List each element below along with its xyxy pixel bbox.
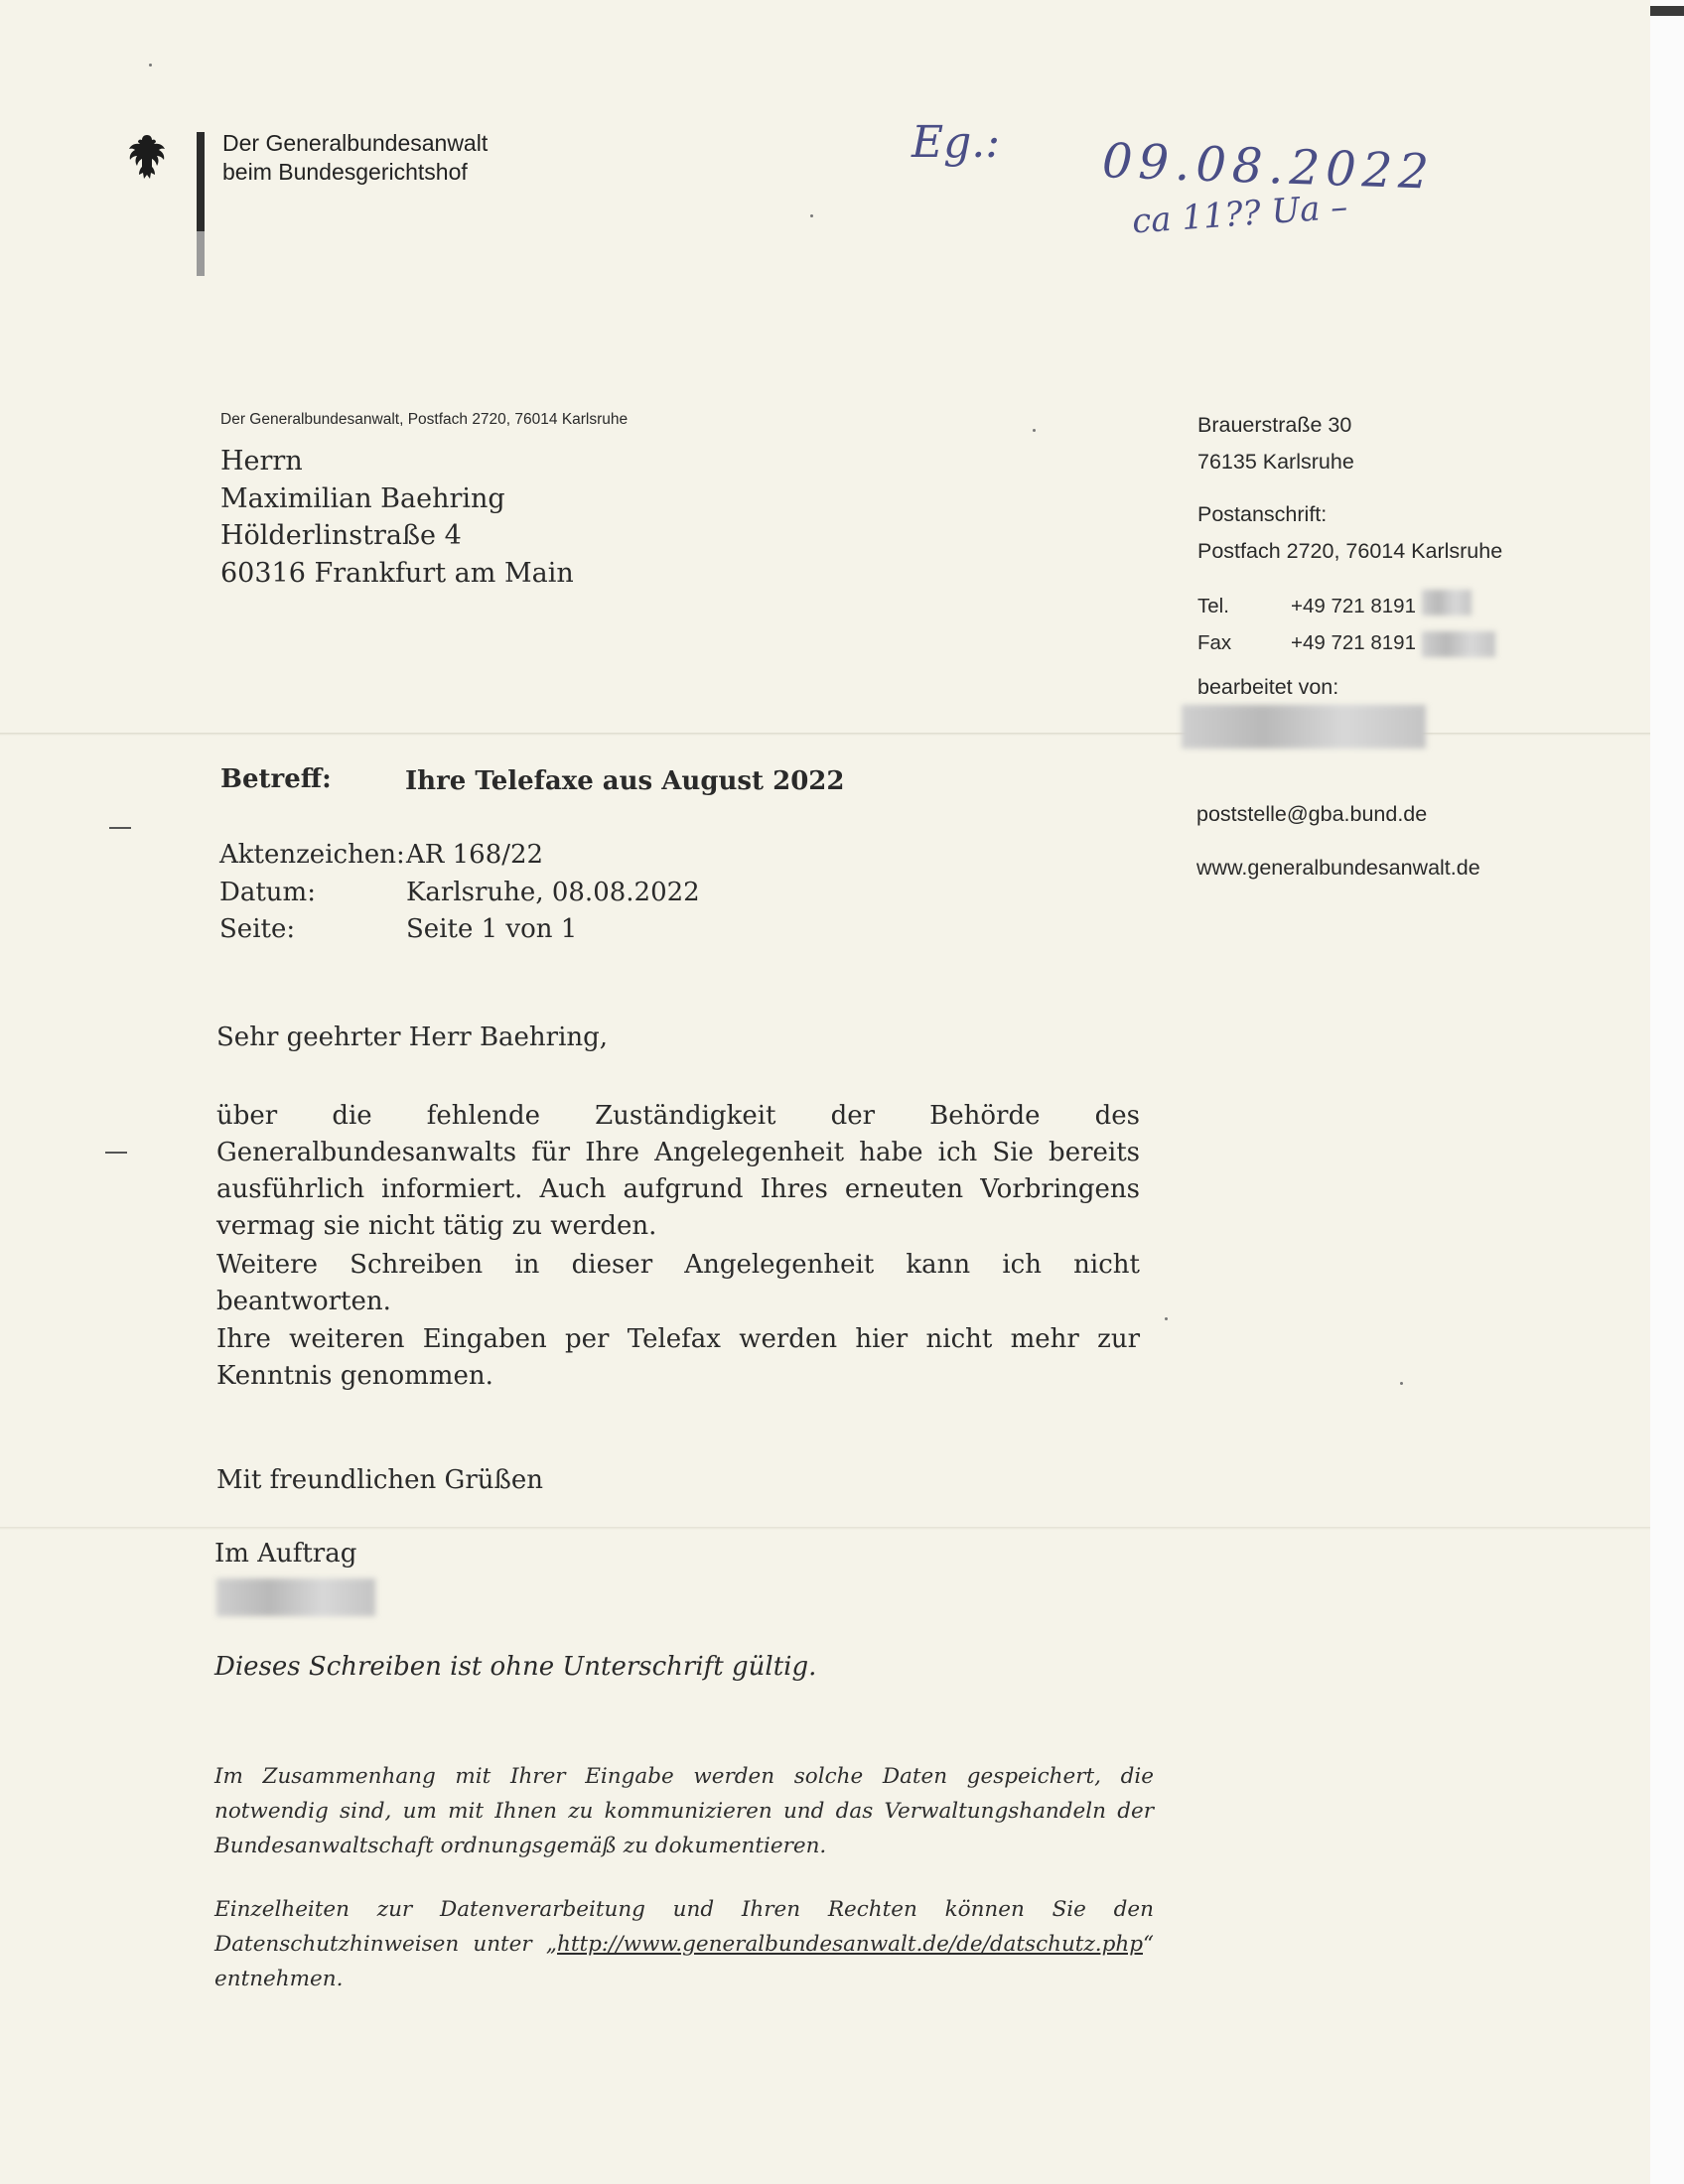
handwritten-initials: ca 11?? Ua –: [1130, 187, 1349, 242]
greeting: Sehr geehrter Herr Baehring,: [216, 1023, 609, 1052]
date-value: Karlsruhe, 08.08.2022: [406, 877, 700, 907]
email-address: poststelle@gba.bund.de: [1196, 802, 1428, 826]
paper-speck: [1033, 429, 1036, 432]
subject-label: Betreff:: [220, 764, 332, 794]
privacy-paragraph-2: [214, 1892, 1154, 1996]
date-label: Datum:: [219, 877, 316, 907]
body-paragraph: Weitere Schreiben in dieser Angelegenheit kann ich nicht beantworten.: [216, 1250, 1140, 1316]
paper-fold: [0, 1527, 1650, 1530]
sidebar-contact-values: [1291, 588, 1416, 661]
body-paragraph: Ihre weiteren Eingaben per Telefax werden hier nicht mehr zur Kenntnis genommen.: [216, 1324, 1140, 1391]
postal-label: Postanschrift:: [1197, 502, 1328, 526]
body-paragraph: über die fehlende Zuständigkeit der Behörde des Generalbundesanwalts für Ihre Angelegenheit habe ich Sie bereits ausführlich informiert. Auch aufgrund Ihres erneuten Vorbringens vermag sie nicht tätig zu werden.: [216, 1101, 1140, 1241]
handled-by-label: bearbeitet von:: [1197, 675, 1339, 699]
quote-open: „: [545, 1932, 557, 1957]
meta-values: [406, 837, 700, 949]
letterhead-bar: [197, 231, 205, 276]
paper-speck: [810, 214, 813, 217]
sidebar-postal: [1197, 496, 1502, 570]
federal-eagle-icon: [127, 131, 167, 187]
privacy-link[interactable]: http://www.generalbundesanwalt.de/de/datschutz.php: [557, 1932, 1143, 1957]
handwritten-stamp: Eg.:: [912, 117, 1001, 168]
tel-value: +49 721 8191: [1291, 595, 1416, 617]
privacy-text-end: “ entnehmen.: [214, 1932, 1154, 1991]
sidebar-contact: [1197, 588, 1231, 661]
fold-mark: [109, 827, 131, 829]
sender-line: Der Generalbundesanwalt, Postfach 2720, 76014 Karlsruhe: [220, 411, 629, 428]
closing: Mit freundlichen Grüßen: [216, 1465, 543, 1495]
postal-address: Postfach 2720, 76014 Karlsruhe: [1197, 539, 1503, 563]
privacy-text: Einzelheiten zur Datenverarbeitung und Ihren Rechten können Sie den Datenschutzhinweisen unter: [214, 1897, 1154, 1957]
letterhead-bar: [197, 132, 205, 231]
redacted-fax-extension: [1422, 631, 1495, 657]
sidebar-address: [1197, 407, 1354, 480]
paper-speck: [1165, 1317, 1168, 1320]
hole-punch-mark: [105, 1152, 127, 1154]
paper-speck: [1400, 1382, 1403, 1385]
no-signature-note: Dieses Schreiben ist ohne Unterschrift gültig.: [214, 1652, 817, 1682]
privacy-paragraph: Im Zusammenhang mit Ihrer Eingabe werden solche Daten gespeichert, die notwendig sind, um mit Ihnen zu kommunizieren und das Verwaltungshandeln der Bundesanwaltschaft ordnungsgemäß zu dokumentieren.: [214, 1764, 1154, 1858]
sidebar-city: 76135 Karlsruhe: [1197, 450, 1354, 474]
paper-speck: [149, 64, 152, 67]
recipient-name: Maximilian Baehring: [220, 482, 505, 514]
on-behalf: Im Auftrag: [214, 1539, 357, 1569]
page-value: Seite 1 von 1: [406, 914, 578, 944]
reference-value: AR 168/22: [406, 840, 544, 870]
recipient-address: [220, 443, 574, 592]
sidebar-street: Brauerstraße 30: [1197, 413, 1352, 437]
recipient-street: Hölderlinstraße 4: [220, 520, 462, 551]
fax-value: +49 721 8191: [1291, 631, 1416, 654]
org-line-2: beim Bundesgerichtshof: [222, 159, 468, 185]
subject-value: Ihre Telefaxe aus August 2022: [405, 766, 845, 796]
tel-label: Tel.: [1197, 595, 1229, 617]
reference-label: Aktenzeichen:: [219, 840, 405, 870]
scan-edge: [1650, 0, 1684, 2184]
fax-label: Fax: [1197, 631, 1232, 654]
recipient-city: 60316 Frankfurt am Main: [220, 557, 574, 589]
website-address: www.generalbundesanwalt.de: [1196, 856, 1480, 880]
redacted-phone-extension: [1422, 590, 1472, 615]
redacted-signatory-name: [216, 1578, 375, 1616]
handwritten-date: 09.08.2022: [1101, 133, 1436, 201]
organization-name: [222, 129, 488, 187]
redacted-handler-name: [1182, 705, 1426, 749]
scan-edge-mark: [1650, 6, 1684, 16]
recipient-salutation: Herrn: [220, 446, 303, 477]
page-label: Seite:: [219, 914, 296, 944]
meta-labels: [219, 837, 405, 949]
org-line-1: Der Generalbundesanwalt: [222, 130, 489, 156]
